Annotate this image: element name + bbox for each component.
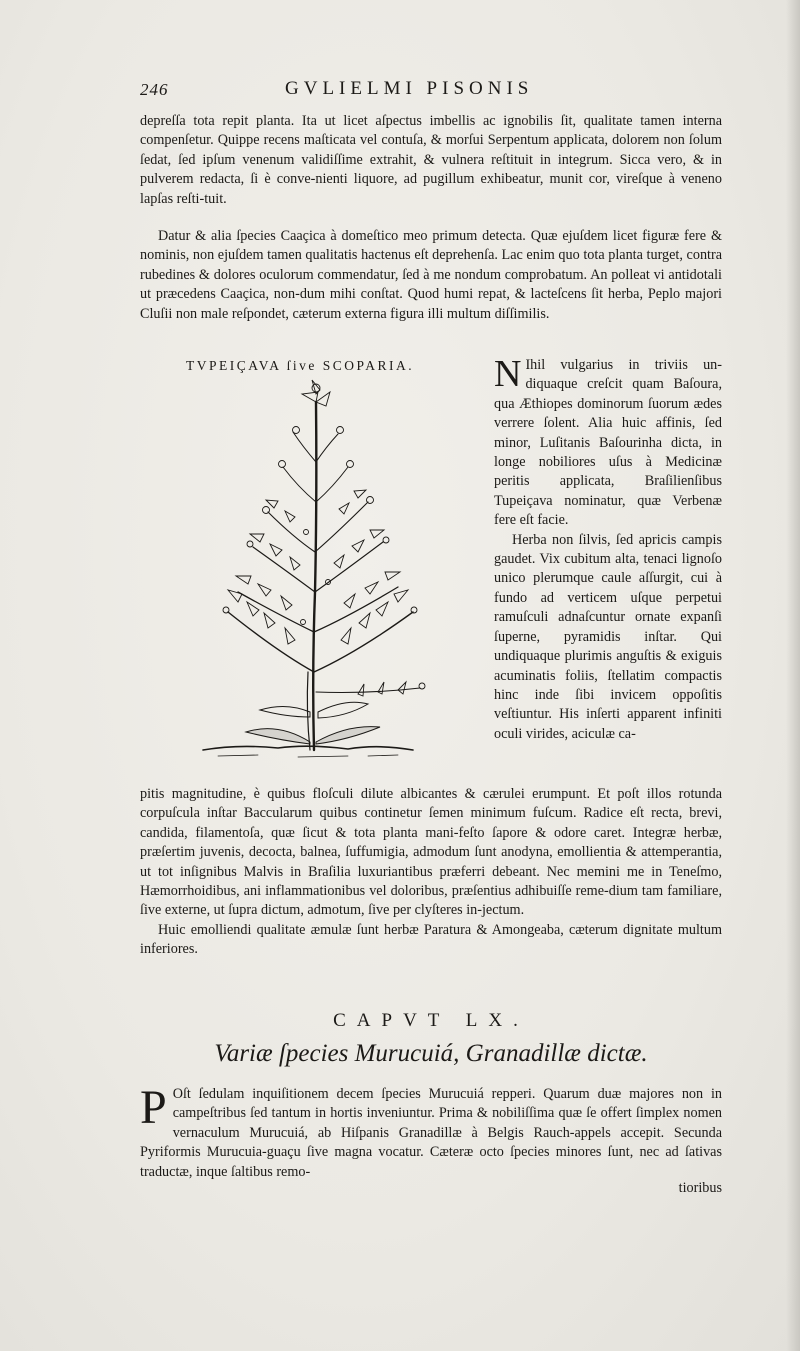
paragraph-herba: Herba non ſilvis, ſed apricis campis gaudet. Vix cubitum alta, tenaci lignoſo unico plerumque caule aſſurgit, cui à fundo ad verticem uſque perpetui ramuſculi adnaſcuntur ornate expanſi ſuperne, pyramidis inſtar. Qui undiquaque plurimis anguſtis & exiguis acuminatis foliis, ſtellatim compactis hinc inde ſibi invicem oppoſitis veſtiuntur. His inſerti apparent infiniti oculi virides, aciculæ ca- bbox=[494, 531, 722, 742]
text-block-continuation bbox=[140, 112, 722, 209]
paragraph-text: Ihil vulgarius in triviis un-diquaque creſcit quam Baſoura, qua Æthiopes dominorum ſuorum ædes verrere ſolent. Alia huic affinis, ſed minor, Luſitanis Baſourinha dicta, in longe nobiliores uſus à Medicinæ peritis applicata, Braſilienſibus Tupeiçava nominatur, quæ Verbenæ fere eſt facie. bbox=[494, 357, 722, 529]
page-number: 246 bbox=[140, 80, 169, 99]
plant-woodcut-illustration bbox=[198, 372, 438, 772]
running-head: GVLIELMI PISONIS bbox=[285, 78, 534, 99]
drop-cap-n: N bbox=[494, 353, 522, 395]
text-block-murucuia bbox=[140, 1081, 722, 1182]
catchword: tioribus bbox=[678, 1180, 722, 1196]
chapter-subtitle: Variæ ſpecies Murucuiá, Granadillæ dictæ. bbox=[214, 1040, 648, 1067]
paragraph: Datur & alia ſpecies Caaçica à domeſtico meo primum detecta. Quæ ejuſdem licet figuræ fere & nominis, non ejuſdem tamen qualitatis hactenus eſt deprehenſa. Lac enim quo tota planta turget, contra rubedines & dolores oculorum commendatur, ſed à me nondum comprobatum. An polleat vi antidotali ut præcedens Caaçica, non-dum mihi conſtat. Quod humi repat, & lacteſcens ſit herba, Peplo majori Cluſii non male reſpondet, cæterum externa figura illi multum diſſimilis. bbox=[140, 228, 722, 322]
figure-caption: TVPEIÇAVA ſive SCOPARIA. bbox=[186, 358, 415, 373]
page-header bbox=[140, 80, 730, 110]
side-column-text bbox=[494, 353, 722, 744]
paragraph: pitis magnitudine, è quibus floſculi dilute albicantes & cærulei erumpunt. Et poſt illos rotunda corpuſcula inſtar Baccularum quibus continetur ſemen minimum fuſcum. Radice eſt recta, brevi, candida, filamentoſa, quæ ſicut & tota planta mani-feſto ſapore & odore caret. Integræ herbæ, præſertim juvenis, decocta, balnea, ſuffumigia, admodum ſunt anodyna, emollientia & attemperantia, ut tot inſignibus Malvis in Braſilia luxuriantibus præferri debeant. Nec memini me in Teneſmo, Hæmorrhoidibus, ani inflammationibus vel doloribus, præſentius adhibuiſſe reme-dium tam familiare, ſive externe, ut ſupra dictum, admotum, ſive per clyſteres in-jectum. bbox=[140, 786, 722, 919]
text-block-caacica bbox=[140, 227, 722, 324]
paragraph: Huic emolliendi qualitate æmulæ ſunt herbæ Paratura & Amongeaba, cæterum dignitate multum inferiores. bbox=[140, 921, 722, 958]
page-edge-shadow bbox=[786, 0, 800, 1351]
paragraph-tupeicava bbox=[494, 353, 722, 531]
paragraph: depreſſa tota repit planta. Ita ut licet aſpectus imbellis ac ignobilis ſit, qualitate tamen interna compenſetur. Quippe recens maſticata vel contuſa, & morſui Serpentum applicata, dolorem non ſolum ſedat, ſed ipſum venenum validiſſime extrahit, & vulnera reſtituit in integrum. Sicca vero, & in pulverem redacta, ſi è conve-nienti liquore, ad pugillum exhibeatur, munit cor, vireſque à veneno lapſas reſti-tuit. bbox=[140, 113, 722, 207]
paragraph-text: Oſt ſedulam inquiſitionem decem ſpecies Murucuiá repperi. Quarum duæ majores non in campeſtribus ſed tantum in hortis inveniuntur. Prima & nobiliſſima quæ ſe offert ſimplex nomen vernaculum Murucuiá, ab Hiſpanis Granadillæ à Belgis Rauch-appels accepit. Secunda Pyriformis Murucuia-guaçu ſive magna vocatur. Cæteræ octo ſpecies minores ſunt, nec ad ſativas traductæ, inque ſaltibus remo- bbox=[140, 1086, 722, 1180]
drop-cap-p: P bbox=[140, 1081, 167, 1134]
paragraph bbox=[140, 1081, 722, 1182]
chapter-title: CAPVT LX. bbox=[333, 1010, 529, 1031]
text-block-description bbox=[140, 785, 722, 960]
